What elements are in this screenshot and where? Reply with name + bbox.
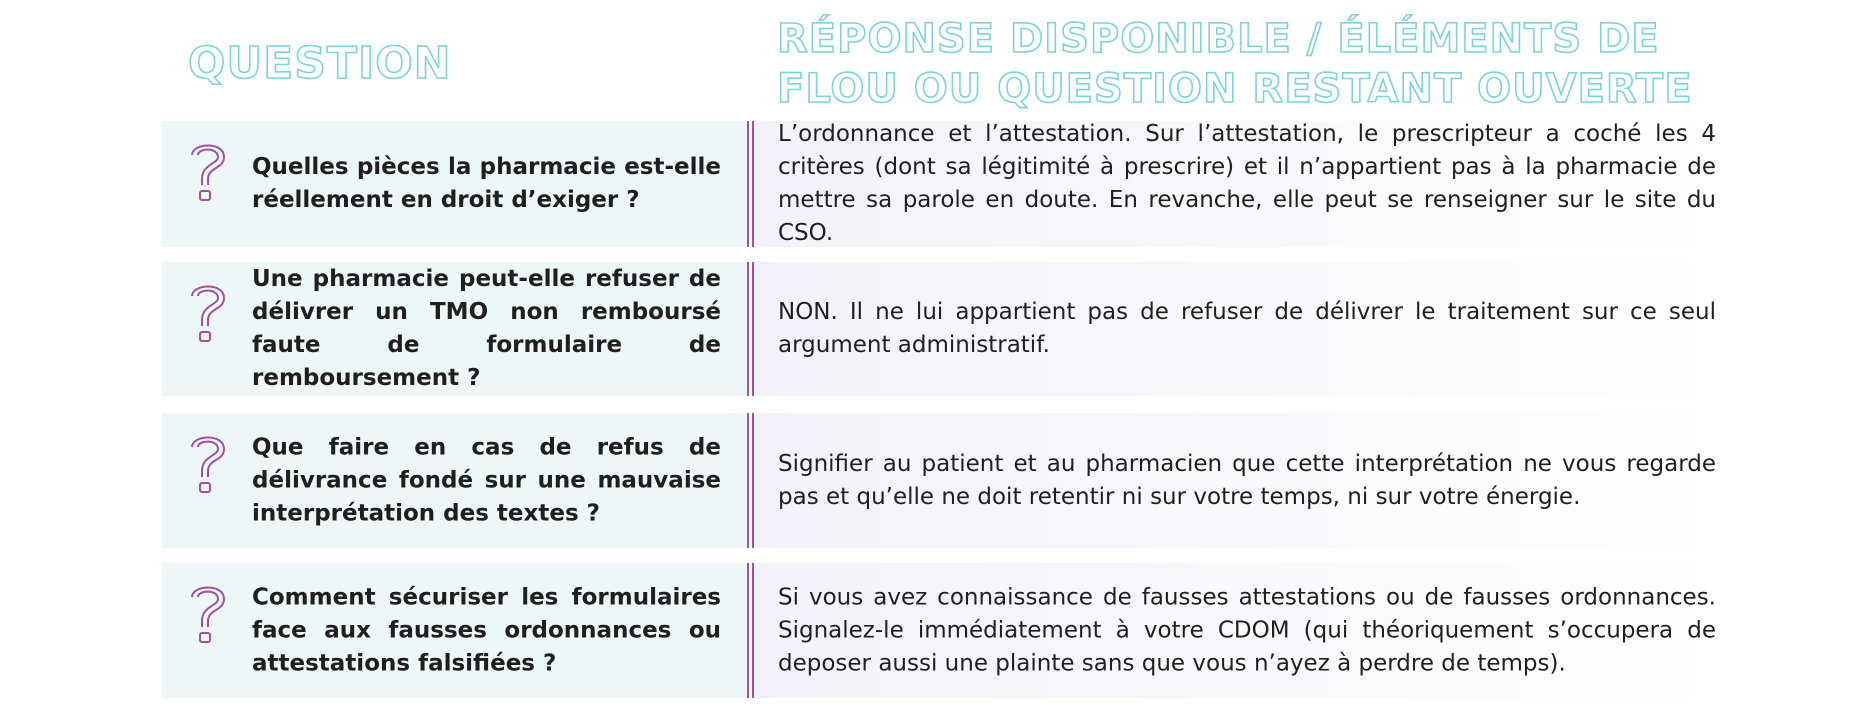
answer-column-header: RÉPONSE DISPONIBLE / ÉLÉMENTS DE FLOU OU QUESTION RESTANT OUVERTE xyxy=(777,16,1693,112)
answer-text: Signifier au patient et au pharmacien que cette interprétation ne vous regarde pas et qu’elle ne doit retentir ni sur votre temps, ni sur votre énergie. xyxy=(778,450,1716,510)
question-text: Une pharmacie peut-elle refuser de délivrer un TMO non remboursé faute de formulaire de remboursement ? xyxy=(252,266,721,391)
column-divider xyxy=(747,262,754,396)
question-text: Comment sécuriser les formulaires face aux fausses ordonnances ou attestations falsifiées ? xyxy=(252,584,721,676)
table-row xyxy=(162,121,1722,247)
question-text: Que faire en cas de refus de délivrance fondé sur une mauvaise interprétation des textes ? xyxy=(252,434,721,526)
question-cell xyxy=(162,563,747,698)
question-cell xyxy=(162,262,747,396)
table-row xyxy=(162,262,1722,396)
faq-table xyxy=(162,0,1722,711)
question-mark-icon xyxy=(188,431,228,497)
answer-cell xyxy=(754,262,1722,396)
table-row xyxy=(162,563,1722,698)
question-text: Quelles pièces la pharmacie est-elle réellement en droit d’exiger ? xyxy=(252,154,721,213)
question-column-header: QUESTION xyxy=(188,38,452,89)
column-divider xyxy=(747,563,754,698)
answer-text: L’ordonnance et l’attestation. Sur l’attestation, le prescripteur a coché les 4 critères (dont sa légitimité à prescrire) et il n’appartient pas à la pharmacie de mettre sa parole en doute. En revanche, elle peut se renseigner sur le site du CSO. xyxy=(778,121,1716,246)
table-row xyxy=(162,413,1722,548)
question-mark-icon xyxy=(188,280,228,346)
question-cell xyxy=(162,413,747,548)
question-mark-icon xyxy=(188,139,228,205)
column-divider xyxy=(747,413,754,548)
column-divider xyxy=(747,121,754,247)
answer-text: Si vous avez connaissance de fausses attestations ou de fausses ordonnances. Signalez-le immédiatement à votre CDOM (qui théoriquement s’occupera de deposer aussi une plainte sans que vous n’ayez à perdre de temps). xyxy=(778,584,1716,676)
question-cell xyxy=(162,121,747,247)
answer-text: NON. Il ne lui appartient pas de refuser de délivrer le traitement sur ce seul argument administratif. xyxy=(778,299,1716,358)
question-mark-icon xyxy=(188,581,228,647)
answer-cell xyxy=(754,413,1722,548)
answer-cell xyxy=(754,563,1722,698)
answer-cell xyxy=(754,121,1722,247)
